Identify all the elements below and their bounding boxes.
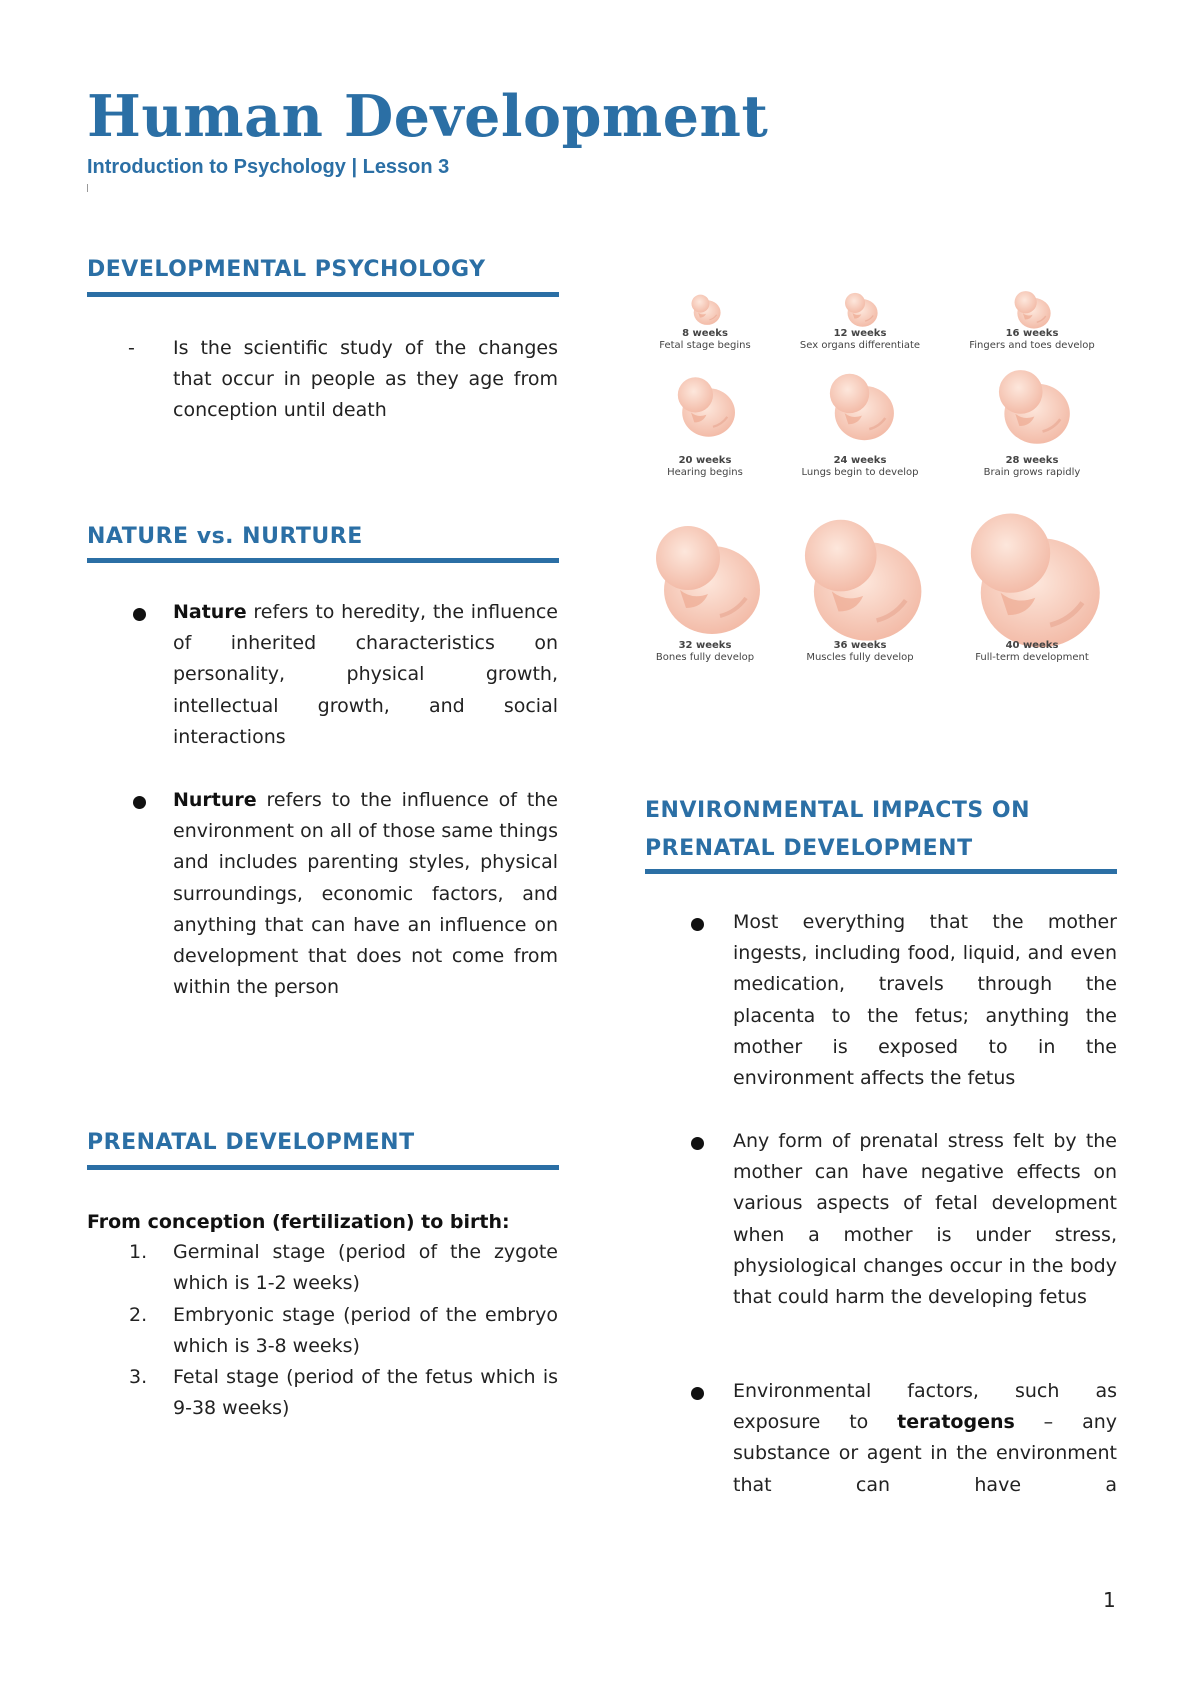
heading-developmental-psychology: DEVELOPMENTAL PSYCHOLOGY xyxy=(87,257,486,282)
nature-text: refers to heredity, the influence of inherited characteristics on personality, physical growth, intellectual growth, and social interactions xyxy=(173,601,558,748)
fetus-illustration-icon xyxy=(640,520,770,640)
teratogens-post: – any substance or agent in the environment that can have a xyxy=(733,1411,1118,1496)
fetal-stage-label xyxy=(625,328,785,352)
list-item-nurture xyxy=(173,785,558,1003)
fetal-stage-label xyxy=(780,328,940,352)
heading-line-2: PRENATAL DEVELOPMENT xyxy=(645,836,973,861)
term-teratogens: teratogens xyxy=(897,1411,1015,1434)
fetal-stage-description: Hearing begins xyxy=(667,467,743,478)
term-nature: Nature xyxy=(173,601,247,623)
bullet-dot xyxy=(691,1387,704,1400)
fetal-stage-label xyxy=(952,455,1112,479)
fetus-illustration-icon xyxy=(1009,289,1054,331)
prenatal-intro-text: From conception (fertilization) to birth: xyxy=(87,1211,510,1233)
fetal-stage-week: 32 weeks xyxy=(678,640,732,651)
bullet-dot xyxy=(691,918,704,931)
fetal-stage-week: 28 weeks xyxy=(1005,455,1059,466)
list-number: 3. xyxy=(129,1366,148,1388)
prenatal-intro xyxy=(87,1207,567,1238)
fetus-illustration-icon xyxy=(840,291,881,329)
list-number: 1. xyxy=(129,1241,148,1263)
fetus-illustration-icon xyxy=(687,293,723,327)
fetal-stage-label xyxy=(952,328,1112,352)
bullet-dot xyxy=(691,1137,704,1150)
fetal-stage-week: 20 weeks xyxy=(678,455,732,466)
fetal-stage-label xyxy=(625,455,785,479)
list-item-prenatal-stress: Any form of prenatal stress felt by the mother can have negative effects on various aspects of fetal development when a mother is under stress, physiological changes occur in the body that could harm the developing fetus xyxy=(733,1130,1117,1309)
fetal-stage-description: Muscles fully develop xyxy=(806,652,914,663)
heading-prenatal-development: PRENATAL DEVELOPMENT xyxy=(87,1130,415,1155)
heading-rule xyxy=(87,1165,559,1170)
fetal-stage-description: Full-term development xyxy=(975,652,1089,663)
fetal-stage-description: Sex organs differentiate xyxy=(799,340,921,351)
fetus-illustration-icon xyxy=(669,374,741,440)
fetal-stage-label xyxy=(952,640,1112,664)
fetal-stage-week: 8 weeks xyxy=(682,328,728,339)
heading-environmental-impacts xyxy=(645,792,1030,868)
fetal-stage-week: 36 weeks xyxy=(833,640,887,651)
fetal-stage-description: Fingers and toes develop xyxy=(969,340,1095,351)
fetal-stage-description: Fetal stage begins xyxy=(659,340,751,351)
list-number: 2. xyxy=(129,1304,148,1326)
page-subtitle: Introduction to Psychology | Lesson 3 xyxy=(87,156,450,178)
heading-rule xyxy=(87,292,559,297)
fetal-stage-label xyxy=(625,640,785,664)
heading-line-1: ENVIRONMENTAL IMPACTS ON xyxy=(645,798,1031,823)
fetal-stage-week: 24 weeks xyxy=(833,455,887,466)
fetal-stage-week: 16 weeks xyxy=(1005,328,1059,339)
term-nurture: Nurture xyxy=(173,789,257,811)
fetal-stage-description: Brain grows rapidly xyxy=(983,467,1081,478)
list-item-mother-ingests: Most everything that the mother ingests, including food, liquid, and even medication, travels through the placenta to the fetus; anything the mother is exposed to in the environment affects the fetus xyxy=(733,911,1117,1090)
stage-item-germinal: Germinal stage (period of the zygote which is 1-2 weeks) xyxy=(173,1241,558,1295)
fetus-illustration-icon xyxy=(988,366,1077,448)
fetal-stage-label xyxy=(780,640,940,664)
fetal-stage-description: Bones fully develop xyxy=(655,652,755,663)
definition-text: Is the scientific study of the changes that occur in people as they age from conception until death xyxy=(173,337,558,422)
heading-nature-vs-nurture: NATURE vs. NURTURE xyxy=(87,524,363,549)
list-item-teratogens xyxy=(733,1376,1117,1501)
fetus-illustration-icon xyxy=(951,506,1112,655)
fetal-stage-week: 40 weeks xyxy=(1005,640,1059,651)
heading-rule xyxy=(645,869,1117,874)
heading-rule xyxy=(87,558,559,563)
page-title: Human Development xyxy=(87,83,769,150)
bullet-dot xyxy=(133,608,146,621)
fetal-stage-week: 12 weeks xyxy=(833,328,887,339)
list-item-nature xyxy=(173,597,558,753)
fetal-stage-label xyxy=(780,455,940,479)
list-dash: - xyxy=(128,337,135,359)
fetus-illustration-icon xyxy=(787,513,933,647)
nurture-text: refers to the influence of the environment on all of those same things and includes parenting styles, physical surroundings, economic factors, and anything that can have an influence on development that does not come from within the person xyxy=(173,789,558,999)
bullet-dot xyxy=(133,796,146,809)
stage-item-fetal: Fetal stage (period of the fetus which is 9-38 weeks) xyxy=(173,1366,558,1420)
fetus-illustration-icon xyxy=(820,370,900,444)
stage-item-embryonic: Embryonic stage (period of the embryo which is 3-8 weeks) xyxy=(173,1304,558,1358)
divider-mark xyxy=(87,184,88,192)
fetal-stage-description: Lungs begin to develop xyxy=(801,467,919,478)
page-number: 1 xyxy=(1103,1588,1116,1612)
teratogens-pre: Environmental factors, such as exposure to xyxy=(733,1380,1117,1434)
